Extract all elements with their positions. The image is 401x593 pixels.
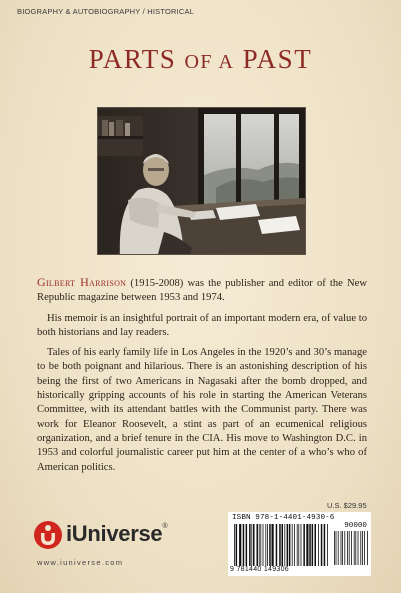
barcode xyxy=(228,512,371,576)
category-label: BIOGRAPHY & AUTOBIOGRAPHY / HISTORICAL xyxy=(17,7,195,16)
author-name: Gilbert Harrison xyxy=(37,275,127,289)
title-part-2: OF A xyxy=(184,51,235,73)
price-barcode-bars xyxy=(334,531,368,568)
description xyxy=(37,275,367,481)
title-part-3: PAST xyxy=(242,44,313,74)
book-title xyxy=(0,44,401,75)
price-code: 90000 xyxy=(344,522,367,530)
title-part-1: PARTS xyxy=(88,44,177,74)
isbn-text: ISBN 978-1-4401-4930-6 xyxy=(232,514,335,522)
price-label: U.S. $29.95 xyxy=(327,501,367,510)
paragraph-2: His memoir is an insightful portrait of an important modern era, of value to both historians and lay readers. xyxy=(37,312,367,338)
publisher-name: iUniverse® xyxy=(66,521,168,546)
paragraph-1 xyxy=(37,275,367,306)
paragraph-1-text: (1915-2008) was the publisher and editor of the New Republic magazine between 1953 and 1974. xyxy=(37,278,367,304)
iuniverse-logo-icon xyxy=(32,519,64,551)
barcode-number: 9 781440 149306 xyxy=(230,566,289,573)
paragraph-3: Tales of his early family life in Los Angeles in the 1920’s and 30’s manage to be both poignant and hilarious. There is an astonishing description of his being the first of two Americans in Nagasaki after the bomb dropped, and historically gripping accounts of his role in starting the American Veterans Committee, with its attendant battles with the Communist party. There was work for Eleanor Roosevelt, a stint as part of an ecumenical religious organization, and a brief tenure in the CIA. His move to Washington D.C. in 1953 and colorful journalistic career put him at the center of a who’s who of American politics. xyxy=(37,347,367,473)
isbn-barcode-bars xyxy=(234,524,330,568)
publisher-url: www.iuniverse.com xyxy=(37,558,124,567)
author-photo xyxy=(97,107,306,255)
